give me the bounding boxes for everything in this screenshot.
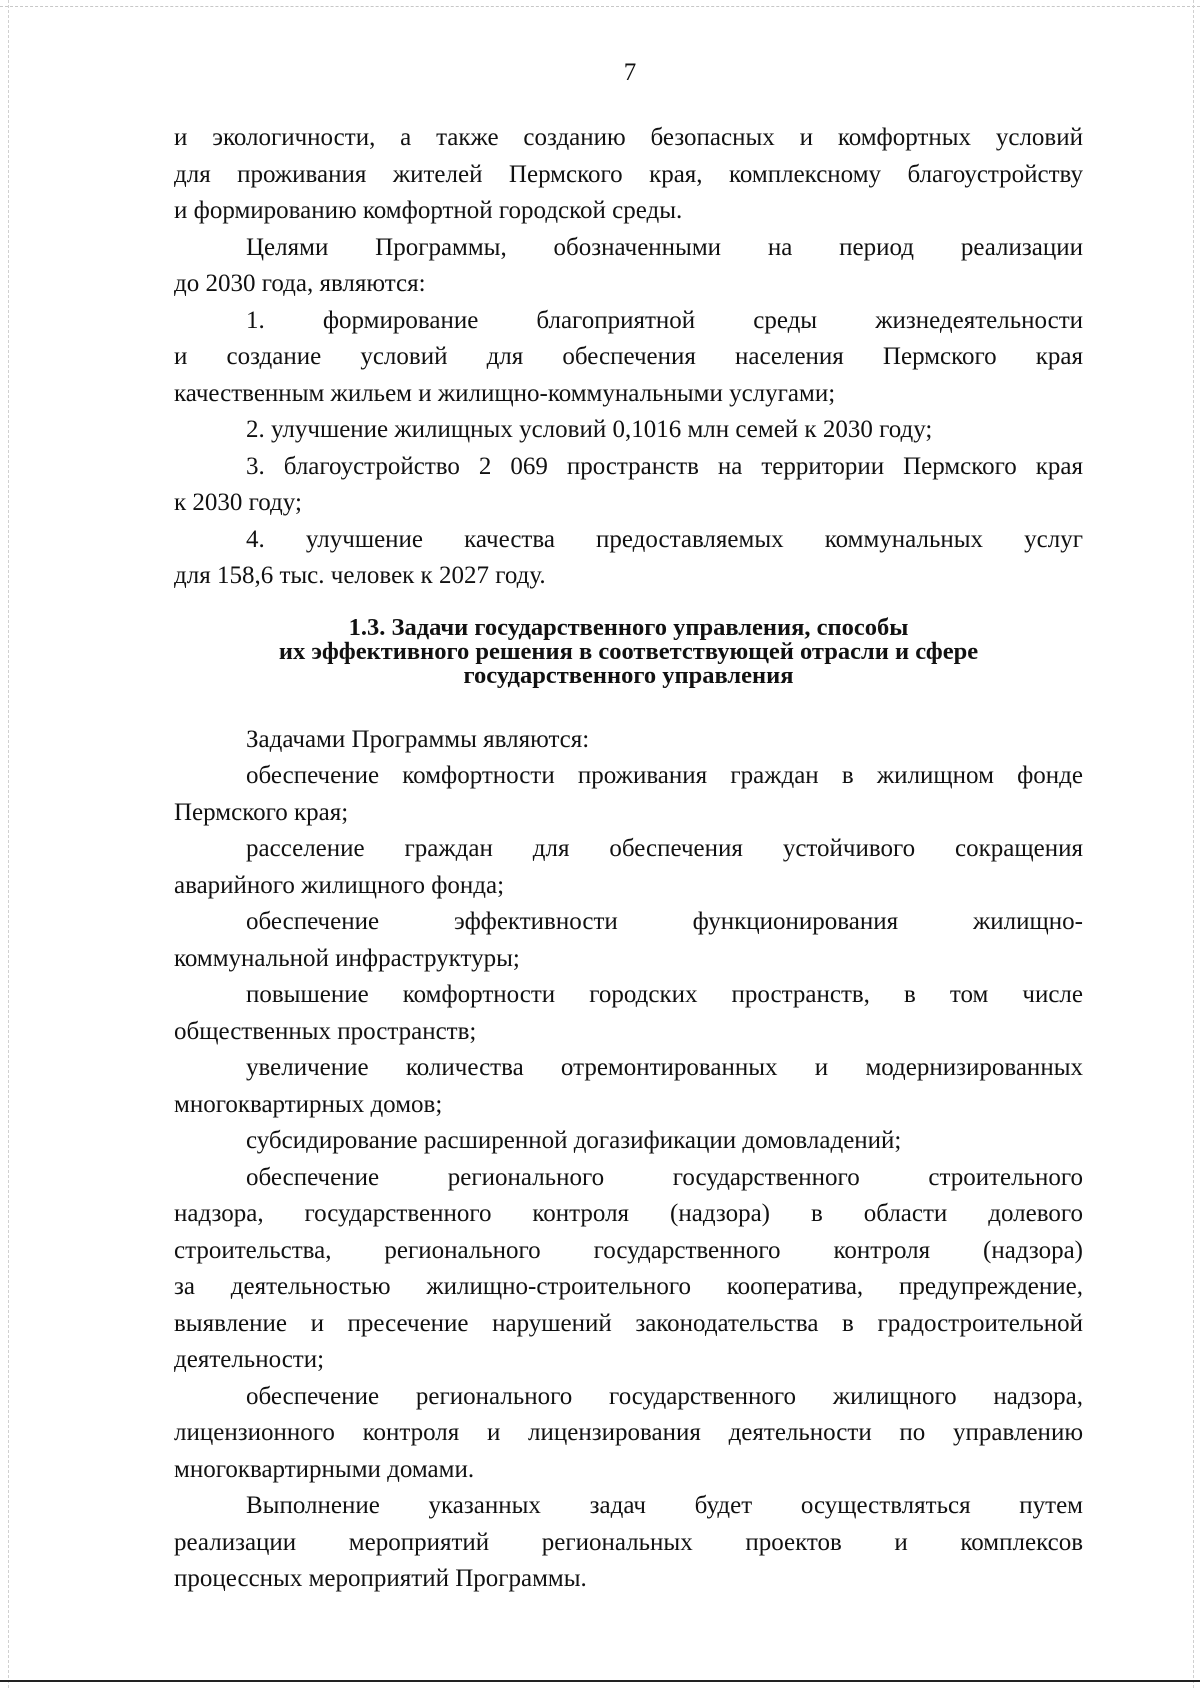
goals-intro-paragraph <box>174 230 1083 303</box>
text-line: Пермского края; <box>174 798 349 826</box>
tasks-intro-paragraph <box>174 722 1083 759</box>
text-line: коммунальной инфраструктуры; <box>174 944 520 972</box>
text-line: лицензионного контроля и лицензирования деятельности по управлению <box>174 1419 1083 1446</box>
text-line: аварийного жилищного фонда; <box>174 871 505 899</box>
task-item <box>174 904 1083 977</box>
text-line: Задачами Программы являются: <box>246 725 590 753</box>
goal-item <box>174 449 1083 522</box>
goal-item <box>174 522 1083 595</box>
text-line: обеспечение регионального государственного жилищного надзора, <box>246 1382 1083 1410</box>
text-line: обеспечение комфортности проживания граждан в жилищном фонде <box>246 762 1083 789</box>
text-line: для 158,6 тыс. человек к 2027 году. <box>174 562 546 589</box>
text-line: к 2030 году; <box>174 489 302 516</box>
text-line: для проживания жителей Пермского края, комплексному благоустройству <box>174 160 1083 188</box>
page-number: 7 <box>623 59 637 86</box>
task-item <box>174 758 1083 831</box>
text-line: 1. формирование благоприятной среды жизнедеятельности <box>246 306 1083 334</box>
task-item <box>174 977 1083 1050</box>
text-line: выявление и пресечение нарушений законодательства в градостроительной <box>174 1309 1083 1337</box>
text-line: многоквартирных домов; <box>174 1090 443 1118</box>
scan-right-edge <box>1193 0 1194 1688</box>
closing-paragraph <box>174 1488 1083 1598</box>
goal-item <box>174 412 1083 449</box>
text-line: за деятельностью жилищно-строительного кооператива, предупреждение, <box>174 1273 1083 1300</box>
scan-bottom-edge <box>0 1680 1200 1682</box>
scan-top-edge <box>0 6 1200 7</box>
text-line: процессных мероприятий Программы. <box>174 1565 587 1592</box>
text-line: повышение комфортности городских пространств, в том числе <box>246 981 1083 1008</box>
text-line: расселение граждан для обеспечения устойчивого сокращения <box>246 835 1083 862</box>
text-line: надзора, государственного контроля (надзора) в области долевого <box>174 1200 1083 1227</box>
text-line: увеличение количества отремонтированных и модернизированных <box>246 1054 1083 1081</box>
text-line: 2. улучшение жилищных условий 0,1016 млн семей к 2030 году; <box>246 416 933 443</box>
text-line: до 2030 года, являются: <box>174 270 426 297</box>
text-line: Выполнение указанных задач будет осуществляться путем <box>246 1492 1083 1519</box>
text-line: и формированию комфортной городской среды. <box>174 197 683 224</box>
text-line: и экологичности, а также созданию безопасных и комфортных условий <box>174 124 1083 151</box>
heading-line: их эффективного решения в соответствующей отрасли и сфере <box>278 637 979 665</box>
text-line: реализации мероприятий региональных проектов и комплексов <box>174 1528 1083 1556</box>
task-item <box>174 1160 1083 1379</box>
text-line: качественным жильем и жилищно-коммунальными услугами; <box>174 379 836 407</box>
intro-paragraph <box>174 120 1083 230</box>
text-line: многоквартирными домами. <box>174 1455 475 1483</box>
text-line: и создание условий для обеспечения населения Пермского края <box>174 343 1083 370</box>
text-line: 4. улучшение качества предоставляемых коммунальных услуг <box>246 525 1083 553</box>
text-line: строительства, регионального государственного контроля (надзора) <box>174 1236 1083 1264</box>
text-line: деятельности; <box>174 1346 325 1373</box>
heading-line: государственного управления <box>463 661 794 689</box>
task-item <box>174 1050 1083 1123</box>
task-item <box>174 1123 1083 1160</box>
section-heading <box>174 613 1083 689</box>
text-line: Целями Программы, обозначенными на период реализации <box>246 233 1083 261</box>
text-line: обеспечение регионального государственного строительного <box>246 1163 1083 1191</box>
text-line: субсидирование расширенной догазификации домовладений; <box>246 1127 902 1154</box>
heading-line: 1.3. Задачи государственного управления, способы <box>348 613 909 641</box>
document-body <box>174 120 1083 1598</box>
text-line: общественных пространств; <box>174 1017 477 1045</box>
goal-item <box>174 303 1083 413</box>
task-item <box>174 831 1083 904</box>
text-line: обеспечение эффективности функционирования жилищно- <box>246 908 1083 935</box>
text-line: 3. благоустройство 2 069 пространств на территории Пермского края <box>246 452 1083 480</box>
scan-left-edge <box>8 0 9 1688</box>
task-item <box>174 1379 1083 1489</box>
